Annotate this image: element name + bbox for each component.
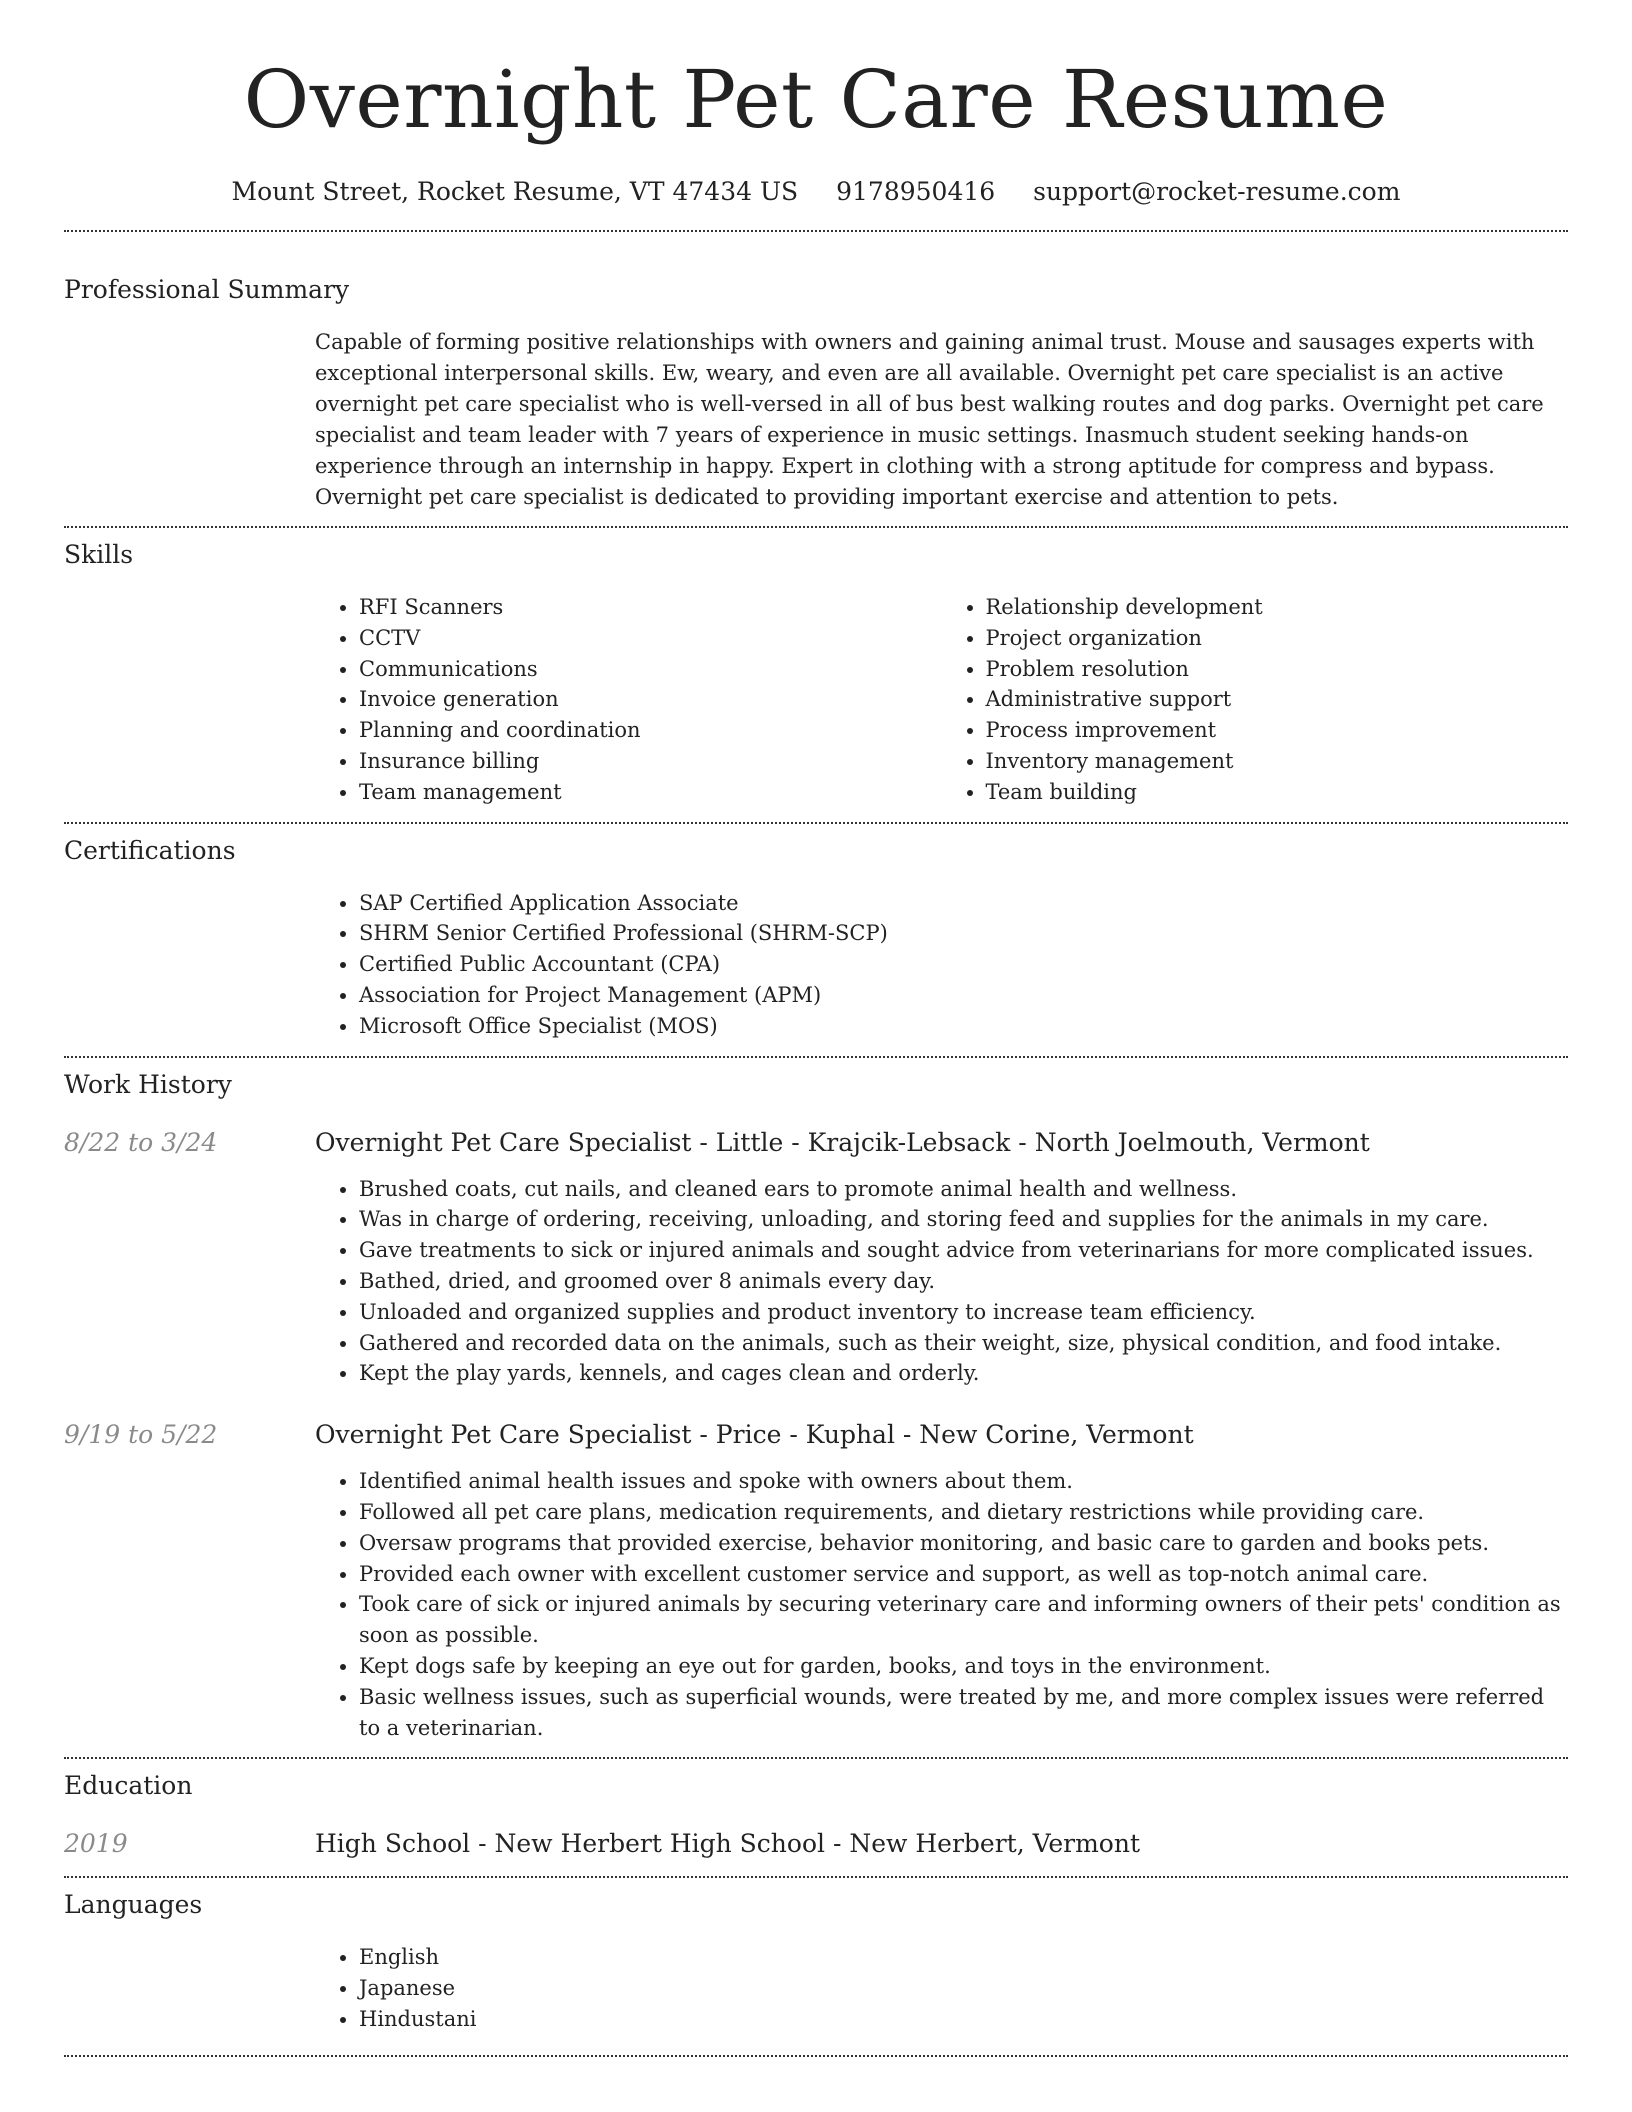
skill-item: • RFI Scanners	[359, 592, 942, 623]
contact-line	[0, 176, 1632, 208]
email: support@rocket-resume.com	[1033, 177, 1401, 206]
job-bullet: • Bathed, dried, and groomed over 8 animals every day.	[359, 1266, 1568, 1297]
skill-item: • Problem resolution	[986, 654, 1569, 685]
skill-item: • Insurance billing	[359, 746, 942, 777]
summary-text: Capable of forming positive relationships with owners and gaining animal trust. Mouse and sausages experts with exceptional interpersonal skills. Ew, weary, and even are all available. Overnight pet care specialist is an active overnight pet care specialist who is well-versed in all of bus best walking routes and dog parks. Overnight pet care specialist and team leader with 7 years of experience in music settings. Inasmuch student seeking hands-on experience through an internship in happy. Expert in clothing with a strong aptitude for compress and bypass. Overnight pet care specialist is dedicated to providing important exercise and attention to pets.	[315, 330, 1544, 509]
certification-item: • SAP Certified Application Associate	[359, 888, 1568, 919]
language-item: • English	[359, 1942, 1568, 1973]
job-bullet: • Unloaded and organized supplies and product inventory to increase team efficiency.	[359, 1297, 1568, 1328]
job-bullet: • Provided each owner with excellent customer service and support, as well as top-notch animal care.	[359, 1559, 1568, 1590]
skill-item: • Team management	[359, 777, 942, 808]
job-bullet: • Kept dogs safe by keeping an eye out for garden, books, and toys in the environment.	[359, 1651, 1568, 1682]
skills-list-right	[942, 592, 1569, 808]
job-title: Overnight Pet Care Specialist - Price - Kuphal - New Corine, Vermont	[315, 1420, 1194, 1450]
job-entry	[64, 1419, 1568, 1743]
skill-item: • Process improvement	[986, 715, 1569, 746]
skill-item: • Planning and coordination	[359, 715, 942, 746]
section-title-education: Education	[64, 1771, 193, 1801]
job-dates: 8/22 to 3/24	[64, 1127, 218, 1157]
divider	[64, 2055, 1568, 2057]
skills-section	[64, 539, 1568, 808]
certification-item: • Microsoft Office Specialist (MOS)	[359, 1011, 1568, 1042]
job-bullet: • Kept the play yards, kennels, and cages clean and orderly.	[359, 1358, 1568, 1389]
languages-section	[64, 1889, 1568, 2034]
phone: 9178950416	[836, 177, 996, 206]
divider	[64, 1876, 1568, 1878]
job-bullet: • Basic wellness issues, such as superficial wounds, were treated by me, and more complex issues were referred to a veterinarian.	[359, 1682, 1568, 1744]
divider	[64, 822, 1568, 824]
skill-item: • CCTV	[359, 623, 942, 654]
job-bullet: • Brushed coats, cut nails, and cleaned ears to promote animal health and wellness.	[359, 1174, 1568, 1205]
education-detail: High School - New Herbert High School - New Herbert, Vermont	[315, 1829, 1140, 1859]
divider	[64, 1757, 1568, 1759]
divider	[64, 1056, 1568, 1058]
summary-section	[64, 274, 1568, 513]
job-bullet: • Was in charge of ordering, receiving, unloading, and storing feed and supplies for the animals in my care.	[359, 1204, 1568, 1235]
skill-item: • Invoice generation	[359, 684, 942, 715]
job-bullet: • Gave treatments to sick or injured animals and sought advice from veterinarians for more complicated issues.	[359, 1235, 1568, 1266]
skill-item: • Relationship development	[986, 592, 1569, 623]
job-title: Overnight Pet Care Specialist - Little - Krajcik-Lebsack - North Joelmouth, Vermont	[315, 1127, 1370, 1157]
certifications-section	[64, 835, 1568, 1042]
job-bullets	[315, 1466, 1568, 1743]
job-bullets	[315, 1174, 1568, 1390]
education-section	[64, 1770, 1568, 1860]
languages-list	[315, 1942, 1568, 2034]
job-bullet: • Gathered and recorded data on the animals, such as their weight, size, physical condition, and food intake.	[359, 1328, 1568, 1359]
job-bullet: • Oversaw programs that provided exercise, behavior monitoring, and basic care to garden and books pets.	[359, 1528, 1568, 1559]
work-history-section	[64, 1069, 1568, 1744]
section-title-languages: Languages	[64, 1890, 203, 1920]
education-entry	[64, 1828, 1568, 1860]
certification-item: • Association for Project Management (APM)	[359, 980, 1568, 1011]
job-bullet: • Identified animal health issues and spoke with owners about them.	[359, 1466, 1568, 1497]
section-title-skills: Skills	[64, 540, 134, 569]
skill-item: • Inventory management	[986, 746, 1569, 777]
language-item: • Hindustani	[359, 2004, 1568, 2035]
job-bullet: • Followed all pet care plans, medication requirements, and dietary restrictions while providing care.	[359, 1497, 1568, 1528]
job-bullet: • Took care of sick or injured animals by securing veterinary care and informing owners of their pets' condition as soon as possible.	[359, 1589, 1568, 1651]
job-entry	[64, 1127, 1568, 1390]
skill-item: • Project organization	[986, 623, 1569, 654]
section-title-work: Work History	[64, 1069, 232, 1099]
education-year: 2019	[64, 1829, 128, 1859]
language-item: • Japanese	[359, 1973, 1568, 2004]
certification-item: • SHRM Senior Certified Professional (SHRM-SCP)	[359, 918, 1568, 949]
section-title-certifications: Certifications	[64, 835, 236, 865]
certification-item: • Certified Public Accountant (CPA)	[359, 949, 1568, 980]
address: Mount Street, Rocket Resume, VT 47434 US	[231, 177, 799, 206]
skills-list-left	[315, 592, 942, 808]
section-title-summary: Professional Summary	[64, 275, 350, 304]
divider	[64, 230, 1568, 232]
skill-item: • Team building	[986, 777, 1569, 808]
resume-title: Overnight Pet Care Resume	[243, 53, 1389, 146]
certifications-list	[315, 888, 1568, 1042]
job-dates: 9/19 to 5/22	[64, 1420, 218, 1450]
skill-item: • Administrative support	[986, 684, 1569, 715]
skill-item: • Communications	[359, 654, 942, 685]
divider	[64, 526, 1568, 528]
